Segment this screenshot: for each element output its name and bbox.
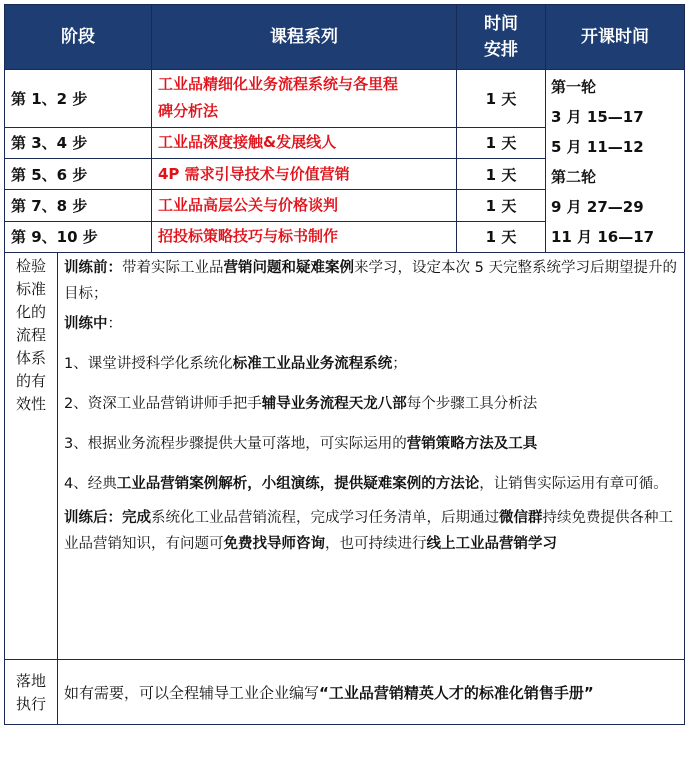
schedule-cell <box>546 70 685 253</box>
training-before: 训练前：带着实际工业品营销问题和疑难案例来学习，设定本次 5 天完整系统学习后期望提升的目标； <box>64 260 677 302</box>
step-cell: 第 7、8 步 <box>5 190 152 221</box>
training-after: 训练后：完成系统化工业品营销流程，完成学习任务清单，后期通过微信群持续免费提供各种工业品营销知识，有问题可免费找导师咨询，也可持续进行线上工业品营销学习 <box>64 510 673 552</box>
course-cell: 招投标策略技巧与标书制作 <box>152 221 457 252</box>
schedule-round-2: 第二轮 <box>551 168 597 186</box>
schedule-date: 9 月 27—29 <box>551 198 644 216</box>
header-open-time: 开课时间 <box>546 5 685 70</box>
time-cell: 1 天 <box>457 70 546 128</box>
during-item-2: 2、资深工业品营销讲师手把手辅导业务流程天龙八部每个步骤工具分析法 <box>64 396 538 412</box>
training-during: 训练中： <box>64 316 122 332</box>
during-item-3: 3、根据业务流程步骤提供大量可落地，可实际运用的营销策略方法及工具 <box>64 436 538 452</box>
time-cell: 1 天 <box>457 158 546 189</box>
course-cell: 4P 需求引导技术与价值营销 <box>152 158 457 189</box>
time-cell: 1 天 <box>457 127 546 158</box>
schedule-date: 11 月 16—17 <box>551 228 655 246</box>
landing-content: 如有需要，可以全程辅导工业企业编写“工业品营销精英人才的标准化销售手册” <box>58 660 685 725</box>
step-cell: 第 3、4 步 <box>5 127 152 158</box>
step-cell: 第 9、10 步 <box>5 221 152 252</box>
schedule-round-1: 第一轮 <box>551 78 597 96</box>
course-cell: 工业品精细化业务流程系统与各里程 碑分析法 <box>152 70 457 128</box>
during-item-4: 4、经典工业品营销案例解析，小组演练，提供疑难案例的方法论，让销售实际运用有章可循。 <box>64 476 668 492</box>
step-cell: 第 1、2 步 <box>5 70 152 128</box>
time-cell: 1 天 <box>457 190 546 221</box>
schedule-date: 3 月 15—17 <box>551 108 644 126</box>
header-stage: 阶段 <box>5 5 152 70</box>
during-item-1: 1、课堂讲授科学化系统化标准工业品业务流程系统； <box>64 356 407 372</box>
verify-content <box>58 253 685 660</box>
verify-label: 检验 标准 化的 流程 体系 的有 效性 <box>5 253 58 660</box>
landing-label: 落地 执行 <box>5 660 58 725</box>
course-cell: 工业品高层公关与价格谈判 <box>152 190 457 221</box>
course-table <box>4 4 685 725</box>
schedule-date: 5 月 11—12 <box>551 138 644 156</box>
header-time: 时间 安排 <box>457 5 546 70</box>
header-course-series: 课程系列 <box>152 5 457 70</box>
step-cell: 第 5、6 步 <box>5 158 152 189</box>
course-cell: 工业品深度接触&发展线人 <box>152 127 457 158</box>
time-cell: 1 天 <box>457 221 546 252</box>
